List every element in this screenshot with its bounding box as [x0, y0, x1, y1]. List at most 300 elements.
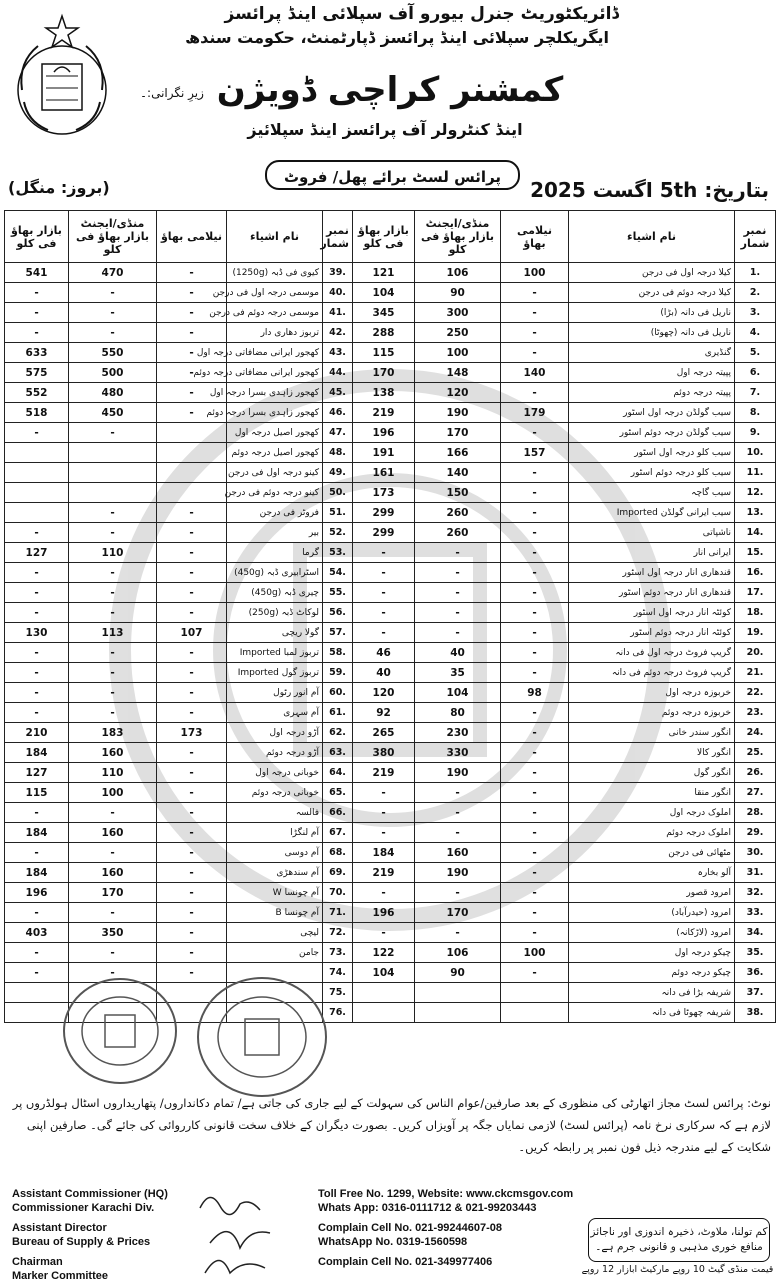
serial-number-cell: 1. — [735, 263, 776, 283]
mandi-price-cell: - — [415, 603, 501, 623]
mandi-price-cell: - — [69, 303, 157, 323]
bazar-price-cell: - — [5, 943, 69, 963]
serial-number-cell: 67. — [323, 823, 353, 843]
serial-number-cell: 40. — [323, 283, 353, 303]
item-name-cell: آم دوسی — [227, 843, 323, 863]
mandi-price-cell: 230 — [415, 723, 501, 743]
item-name-cell: کوئٹہ انار درجہ اول اسٹور — [569, 603, 735, 623]
item-name-cell: سیب گاچہ — [569, 483, 735, 503]
mandi-price-cell: - — [69, 843, 157, 863]
bazar-price-cell: 127 — [5, 543, 69, 563]
auction-price-cell: - — [157, 883, 227, 903]
controller-subtitle: اینڈ کنٹرولر آف پرائسز اینڈ سپلائیز — [247, 120, 523, 139]
auction-price-cell: - — [157, 583, 227, 603]
bazar-price-cell: - — [5, 903, 69, 923]
mandi-price-cell: 160 — [415, 843, 501, 863]
mandi-price-cell: - — [69, 583, 157, 603]
serial-number-cell: 23. — [735, 703, 776, 723]
serial-number-cell: 10. — [735, 443, 776, 463]
auction-price-cell: 173 — [157, 723, 227, 743]
serial-number-cell: 20. — [735, 643, 776, 663]
item-name-cell: کیوی فی ڈبہ (1250g) — [227, 263, 323, 283]
table-row — [5, 863, 776, 883]
mandi-price-cell: 40 — [415, 643, 501, 663]
signatory-ac-title: Assistant Commissioner (HQ) — [12, 1188, 168, 1200]
bazar-price-cell: 127 — [5, 763, 69, 783]
mandi-price-cell: 110 — [69, 543, 157, 563]
bazar-price-cell: 122 — [353, 943, 415, 963]
toll-free-website: Toll Free No. 1299, Website: www.ckcmsgov.com — [318, 1188, 574, 1200]
auction-price-cell: - — [157, 963, 227, 983]
serial-number-cell: 4. — [735, 323, 776, 343]
table-row — [5, 623, 776, 643]
item-name-cell: کھجور اصیل درجہ دوئم — [227, 443, 323, 463]
item-name-cell: آم انور رٹول — [227, 683, 323, 703]
bazar-price-cell: 196 — [5, 883, 69, 903]
table-header-row — [5, 211, 776, 263]
bazar-price-cell: 115 — [353, 343, 415, 363]
mandi-price-cell: - — [69, 503, 157, 523]
bazar-price-cell: - — [353, 823, 415, 843]
auction-price-cell: - — [157, 643, 227, 663]
bazar-price-cell: 184 — [5, 863, 69, 883]
bazar-price-cell: 184 — [5, 823, 69, 843]
auction-price-cell: - — [157, 303, 227, 323]
auction-price-cell: - — [501, 583, 569, 603]
item-name-cell: آڑو درجہ دوئم — [227, 743, 323, 763]
bazar-price-cell: 633 — [5, 343, 69, 363]
auction-price-cell — [501, 983, 569, 1003]
serial-number-cell: 2. — [735, 283, 776, 303]
bazar-price-cell: 345 — [353, 303, 415, 323]
auction-price-cell: - — [501, 843, 569, 863]
auction-price-cell: - — [501, 703, 569, 723]
bazar-price-cell: - — [5, 523, 69, 543]
auction-price-cell: - — [501, 523, 569, 543]
mandi-price-cell: 80 — [415, 703, 501, 723]
serial-number-cell: 14. — [735, 523, 776, 543]
table-row — [5, 523, 776, 543]
mandi-price-cell: 100 — [69, 783, 157, 803]
bazar-price-cell: 184 — [5, 743, 69, 763]
item-name-cell: جامن — [227, 943, 323, 963]
serial-number-cell: 57. — [323, 623, 353, 643]
auction-price-cell: - — [157, 323, 227, 343]
serial-number-cell: 24. — [735, 723, 776, 743]
mandi-price-cell: 90 — [415, 283, 501, 303]
signatory-chairman-office: Marker Committee — [12, 1270, 108, 1282]
mandi-price-cell: 330 — [415, 743, 501, 763]
auction-price-cell: - — [157, 403, 227, 423]
serial-number-cell: 3. — [735, 303, 776, 323]
mandi-price-cell: - — [415, 563, 501, 583]
mandi-price-cell: 90 — [415, 963, 501, 983]
mandi-price-cell: 113 — [69, 623, 157, 643]
bazar-price-cell: - — [5, 843, 69, 863]
item-name-cell: خربوزہ درجہ اول — [569, 683, 735, 703]
auction-price-cell: - — [157, 603, 227, 623]
item-name-cell: آم چونسا B — [227, 903, 323, 923]
bazar-price-cell: 170 — [353, 363, 415, 383]
serial-number-cell: 25. — [735, 743, 776, 763]
mandi-price-cell — [69, 443, 157, 463]
item-name-cell: قندھاری انار درجہ اول اسٹور — [569, 563, 735, 583]
serial-number-cell: 71. — [323, 903, 353, 923]
serial-number-cell: 50. — [323, 483, 353, 503]
serial-number-cell: 69. — [323, 863, 353, 883]
item-name-cell: خوبانی درجہ اول — [227, 763, 323, 783]
serial-number-cell: 61. — [323, 703, 353, 723]
table-row — [5, 763, 776, 783]
mandi-price-cell: - — [415, 803, 501, 823]
bazar-price-cell: - — [5, 663, 69, 683]
table-row — [5, 543, 776, 563]
table-row — [5, 563, 776, 583]
auction-price-cell: - — [501, 563, 569, 583]
item-name-cell: مٹھائی فی درجن — [569, 843, 735, 863]
auction-price-cell: - — [157, 903, 227, 923]
item-name-cell: گنڈیری — [569, 343, 735, 363]
item-name-cell: قندھاری انار درجہ دوئم اسٹور — [569, 583, 735, 603]
mandi-price-cell: 190 — [415, 863, 501, 883]
bazar-price-cell: - — [353, 543, 415, 563]
auction-price-cell: - — [501, 483, 569, 503]
serial-number-cell: 73. — [323, 943, 353, 963]
bazar-price-cell: 380 — [353, 743, 415, 763]
serial-number-cell: 42. — [323, 323, 353, 343]
auction-price-cell — [157, 423, 227, 443]
table-row — [5, 843, 776, 863]
complain-cell-2: Complain Cell No. 021-349977406 — [318, 1256, 493, 1268]
table-row — [5, 403, 776, 423]
mandi-price-cell: - — [69, 903, 157, 923]
serial-number-cell: 16. — [735, 563, 776, 583]
serial-number-cell: 65. — [323, 783, 353, 803]
item-name-cell: شریفہ بڑا فی دانہ — [569, 983, 735, 1003]
serial-number-cell: 15. — [735, 543, 776, 563]
serial-number-cell: 51. — [323, 503, 353, 523]
bazar-price-cell: - — [5, 303, 69, 323]
auction-price-cell: - — [157, 803, 227, 823]
mandi-price-cell: 140 — [415, 463, 501, 483]
serial-number-cell: 60. — [323, 683, 353, 703]
item-name-cell: کھجور ایرانی مضافاتی درجہ اول — [227, 343, 323, 363]
item-name-cell: گولا ریچی — [227, 623, 323, 643]
auction-price-cell: - — [501, 543, 569, 563]
auction-price-cell: - — [501, 283, 569, 303]
mandi-price-cell: 120 — [415, 383, 501, 403]
table-row — [5, 483, 776, 503]
item-name-cell: کھجور ایرانی مضافاتی درجہ دوئم — [227, 363, 323, 383]
bazar-price-cell: 115 — [5, 783, 69, 803]
auction-price-cell: 140 — [501, 363, 569, 383]
item-name-cell: فروٹر فی درجن — [227, 503, 323, 523]
serial-number-cell: 49. — [323, 463, 353, 483]
auction-price-cell: - — [157, 743, 227, 763]
item-name-cell: امرود (حیدرآباد) — [569, 903, 735, 923]
auction-price-cell: - — [501, 883, 569, 903]
serial-number-cell: 34. — [735, 923, 776, 943]
serial-number-cell: 63. — [323, 743, 353, 763]
auction-price-cell: - — [157, 783, 227, 803]
warning-box: کم تولنا، ملاوٹ، ذخیرہ اندوزی اور ناجائز منافع خوری مذہبی و قانونی جرم ہے۔ — [588, 1218, 770, 1262]
serial-number-cell: 18. — [735, 603, 776, 623]
bazar-price-cell: 92 — [353, 703, 415, 723]
header-bazar-left: بازار بھاؤ فی کلو — [5, 211, 69, 263]
mandi-price-cell: - — [415, 543, 501, 563]
table-row — [5, 643, 776, 663]
serial-number-cell: 64. — [323, 763, 353, 783]
serial-number-cell: 46. — [323, 403, 353, 423]
assistant-commissioner-stamp-icon — [60, 975, 180, 1087]
table-row — [5, 323, 776, 343]
bazar-price-cell: 46 — [353, 643, 415, 663]
mandi-price-cell: 110 — [69, 763, 157, 783]
header-mandi-right: منڈی/ایجنٹ بازار بھاؤ فی کلو — [415, 211, 501, 263]
signatory-chairman-title: Chairman — [12, 1256, 63, 1268]
bazar-price-cell: - — [5, 703, 69, 723]
serial-number-cell: 44. — [323, 363, 353, 383]
header-name-right: نام اشیاء — [569, 211, 735, 263]
item-name-cell: سیب ایرانی گولڈن Imported — [569, 503, 735, 523]
auction-price-cell: - — [501, 923, 569, 943]
item-name-cell: پپیتہ درجہ اول — [569, 363, 735, 383]
item-name-cell: خربوزہ درجہ دوئم — [569, 703, 735, 723]
auction-price-cell — [157, 483, 227, 503]
commissioner-title: کمشنر کراچی ڈویژن — [216, 70, 564, 110]
mandi-price-cell: 183 — [69, 723, 157, 743]
bazar-price-cell: - — [353, 563, 415, 583]
header-mandi-left: منڈی/ایجنٹ بازار بھاؤ فی کلو — [69, 211, 157, 263]
table-row — [5, 443, 776, 463]
header-auction-left: نیلامی بھاؤ — [157, 211, 227, 263]
item-name-cell: شریفہ چھوٹا فی دانہ — [569, 1003, 735, 1023]
auction-price-cell: - — [157, 663, 227, 683]
serial-number-cell: 13. — [735, 503, 776, 523]
mandi-price-cell: 260 — [415, 503, 501, 523]
list-day: (بروز: منگل) — [8, 178, 110, 197]
mandi-price-cell: - — [69, 703, 157, 723]
mandi-price-cell: - — [69, 563, 157, 583]
bazar-price-cell — [5, 463, 69, 483]
table-row — [5, 823, 776, 843]
item-name-cell: تربوز گول Imported — [227, 663, 323, 683]
auction-price-cell: - — [501, 663, 569, 683]
auction-price-cell: - — [157, 383, 227, 403]
signatory-ad-title: Assistant Director — [12, 1222, 107, 1234]
auction-price-cell: - — [501, 783, 569, 803]
bazar-price-cell: 518 — [5, 403, 69, 423]
bazar-price-cell — [5, 443, 69, 463]
bazar-price-cell: - — [5, 563, 69, 583]
serial-number-cell: 11. — [735, 463, 776, 483]
auction-price-cell: - — [501, 343, 569, 363]
mandi-price-cell: 160 — [69, 743, 157, 763]
table-row — [5, 663, 776, 683]
item-name-cell: خوبانی درجہ دوئم — [227, 783, 323, 803]
table-row — [5, 503, 776, 523]
serial-number-cell: 28. — [735, 803, 776, 823]
bazar-price-cell: 121 — [353, 263, 415, 283]
bazar-price-cell — [5, 1003, 69, 1023]
table-row — [5, 363, 776, 383]
bazar-price-cell: - — [353, 583, 415, 603]
item-name-cell: کیلا درجہ اول فی درجن — [569, 263, 735, 283]
auction-price-cell: - — [501, 763, 569, 783]
auction-price-cell: 100 — [501, 263, 569, 283]
bazar-price-cell: - — [353, 803, 415, 823]
bazar-price-cell: - — [353, 783, 415, 803]
table-row — [5, 903, 776, 923]
item-name-cell: تربوز دھاری دار — [227, 323, 323, 343]
mandi-price-cell — [69, 483, 157, 503]
bazar-price-cell: 265 — [353, 723, 415, 743]
bazar-price-cell: 184 — [353, 843, 415, 863]
signatory-ad-office: Bureau of Supply & Prices — [12, 1236, 151, 1248]
serial-number-cell: 47. — [323, 423, 353, 443]
item-name-cell: کینو درجہ دوئم فی درجن — [227, 483, 323, 503]
mandi-price-cell: - — [415, 783, 501, 803]
serial-number-cell: 70. — [323, 883, 353, 903]
mandi-price-cell: 148 — [415, 363, 501, 383]
mandi-price-cell: 480 — [69, 383, 157, 403]
header-name-left: نام اشیاء — [227, 211, 323, 263]
item-name-cell: انگور سندر خانی — [569, 723, 735, 743]
item-name-cell: گریپ فروٹ درجہ اول فی دانہ — [569, 643, 735, 663]
item-name-cell: سیب کلو درجہ دوئم اسٹور — [569, 463, 735, 483]
bazar-price-cell: - — [353, 623, 415, 643]
mandi-price-cell: - — [415, 883, 501, 903]
auction-price-cell — [501, 1003, 569, 1023]
auction-price-cell — [157, 463, 227, 483]
bazar-price-cell: - — [5, 603, 69, 623]
serial-number-cell: 52. — [323, 523, 353, 543]
serial-number-cell: 72. — [323, 923, 353, 943]
item-name-cell: آم سندھڑی — [227, 863, 323, 883]
mandi-price-cell: - — [415, 823, 501, 843]
mandi-price-cell: - — [69, 683, 157, 703]
notice-text: نوٹ: پرائس لسٹ مجاز اتھارٹی کی منظوری کے بعد صارفین/عوام الناس کی سہولت کے لیے جاری کی جاتی ہے/ تمام دکانداروں/ پتھاریداروں اسٹال ہولڈروں پر لازم ہے کہ سرکاری نرخ نامہ (پرائس لسٹ) لازمی نمایاں جگہ پر آویزاں کریں۔ بصورت دیگران کے خلاف سخت قانونی کارروائی کی جائے گی۔ صارفین اپنی شکایت کے لیے مندرجہ ذیل فون نمبر پر رابطہ کریں۔ — [12, 1096, 771, 1154]
serial-number-cell: 75. — [323, 983, 353, 1003]
bazar-price-cell: 299 — [353, 523, 415, 543]
table-row — [5, 343, 776, 363]
auction-price-cell — [157, 443, 227, 463]
table-row — [5, 703, 776, 723]
item-name-cell: انگور گول — [569, 763, 735, 783]
serial-number-cell: 43. — [323, 343, 353, 363]
auction-price-cell: - — [501, 503, 569, 523]
serial-number-cell: 38. — [735, 1003, 776, 1023]
auction-price-cell: - — [157, 343, 227, 363]
serial-number-cell: 32. — [735, 883, 776, 903]
bazar-price-cell: - — [5, 283, 69, 303]
bazar-price-cell: 219 — [353, 763, 415, 783]
item-name-cell: سیب گولڈن درجہ دوئم اسٹور — [569, 423, 735, 443]
sindh-government-emblem-icon — [8, 12, 116, 140]
auction-price-cell: - — [501, 823, 569, 843]
auction-price-cell: - — [501, 383, 569, 403]
bazar-price-cell: 120 — [353, 683, 415, 703]
directorate-stamp-icon — [195, 975, 330, 1100]
mandi-price-cell: - — [415, 923, 501, 943]
bazar-price-cell: - — [5, 683, 69, 703]
bazar-price-cell: - — [5, 963, 69, 983]
table-row — [5, 923, 776, 943]
auction-price-cell: - — [501, 963, 569, 983]
item-name-cell: بیر — [227, 523, 323, 543]
auction-price-cell: - — [501, 423, 569, 443]
mandi-price-cell: - — [415, 623, 501, 643]
table-row — [5, 743, 776, 763]
item-name-cell: سیب کلو درجہ اول اسٹور — [569, 443, 735, 463]
item-name-cell: کوئٹہ انار درجہ دوئم اسٹور — [569, 623, 735, 643]
serial-number-cell: 62. — [323, 723, 353, 743]
bazar-price-cell: 575 — [5, 363, 69, 383]
mandi-price-cell — [415, 1003, 501, 1023]
signatory-ac-office: Commissioner Karachi Div. — [12, 1202, 155, 1214]
auction-price-cell: - — [157, 703, 227, 723]
item-name-cell: ایرانی انار — [569, 543, 735, 563]
item-name-cell: املوک درجہ اول — [569, 803, 735, 823]
item-name-cell: ناشپاتی — [569, 523, 735, 543]
item-name-cell: لوکاٹ ڈبہ (250g) — [227, 603, 323, 623]
serial-number-cell: 31. — [735, 863, 776, 883]
bazar-price-cell: - — [353, 883, 415, 903]
mandi-price-cell: - — [69, 943, 157, 963]
serial-number-cell: 54. — [323, 563, 353, 583]
item-name-cell: موسمی درجہ دوئم فی درجن — [227, 303, 323, 323]
mandi-price-cell: 166 — [415, 443, 501, 463]
serial-number-cell: 35. — [735, 943, 776, 963]
mandi-price-cell: - — [69, 643, 157, 663]
bazar-price-cell: 40 — [353, 663, 415, 683]
auction-price-cell: - — [501, 303, 569, 323]
serial-number-cell: 66. — [323, 803, 353, 823]
serial-number-cell: 26. — [735, 763, 776, 783]
serial-number-cell: 59. — [323, 663, 353, 683]
item-name-cell: آلو بخارہ — [569, 863, 735, 883]
serial-number-cell: 76. — [323, 1003, 353, 1023]
whatsapp-numbers: Whats App: 0316-0111712 & 021-99203443 — [318, 1202, 537, 1214]
bazar-price-cell: 299 — [353, 503, 415, 523]
serial-number-cell: 48. — [323, 443, 353, 463]
table-row — [5, 883, 776, 903]
serial-number-cell: 36. — [735, 963, 776, 983]
serial-number-cell: 8. — [735, 403, 776, 423]
department-heading: ایگریکلچر سپلائی اینڈ پرائسز ڈپارٹمنٹ، حکومت سندھ — [185, 28, 609, 47]
item-name-cell: کھجور زاہدی بسرا درجہ اول — [227, 383, 323, 403]
table-row — [5, 603, 776, 623]
mandi-price-cell: - — [69, 523, 157, 543]
bazar-price-cell — [5, 483, 69, 503]
item-name-cell: گریپ فروٹ درجہ دوئم فی دانہ — [569, 663, 735, 683]
serial-number-cell: 41. — [323, 303, 353, 323]
bazar-price-cell: 104 — [353, 963, 415, 983]
item-name-cell: امرود (لاڑکانہ) — [569, 923, 735, 943]
serial-number-cell: 6. — [735, 363, 776, 383]
mandi-price-cell: 500 — [69, 363, 157, 383]
mandi-price-cell: - — [69, 323, 157, 343]
bazar-price-cell: 196 — [353, 903, 415, 923]
item-name-cell: انگور کالا — [569, 743, 735, 763]
bazar-price-cell: 219 — [353, 863, 415, 883]
item-name-cell: کھجور اصیل درجہ اول — [227, 423, 323, 443]
item-name-cell: آم لنگڑا — [227, 823, 323, 843]
bazar-price-cell: - — [5, 583, 69, 603]
table-row — [5, 283, 776, 303]
item-name-cell: تربوز لمبا Imported — [227, 643, 323, 663]
serial-number-cell: 68. — [323, 843, 353, 863]
